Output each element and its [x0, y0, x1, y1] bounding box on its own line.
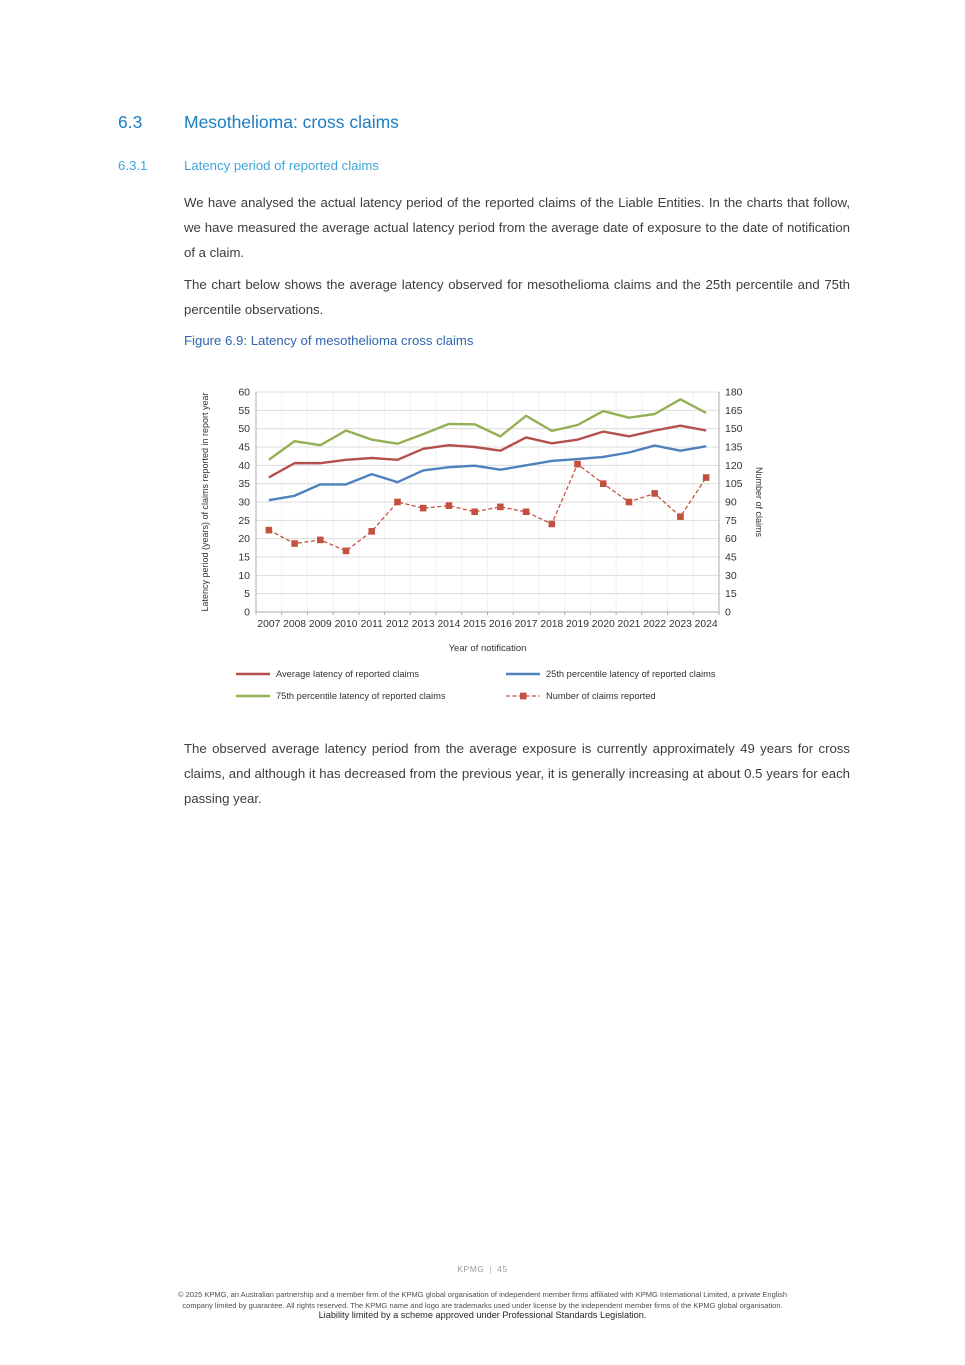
footer-page-number: 45 — [497, 1264, 508, 1274]
svg-text:35: 35 — [238, 478, 250, 491]
svg-text:2015: 2015 — [463, 619, 487, 630]
svg-text:165: 165 — [725, 404, 743, 417]
svg-text:2023: 2023 — [668, 619, 692, 630]
svg-text:55: 55 — [238, 404, 250, 417]
svg-text:2020: 2020 — [591, 619, 615, 630]
footer-pagination — [0, 1264, 965, 1274]
svg-text:135: 135 — [725, 441, 743, 454]
svg-text:30: 30 — [725, 569, 737, 582]
svg-text:2013: 2013 — [411, 619, 435, 630]
svg-text:15: 15 — [238, 551, 250, 564]
svg-text:120: 120 — [725, 459, 743, 472]
svg-text:2014: 2014 — [437, 619, 461, 630]
svg-text:2017: 2017 — [514, 619, 538, 630]
section-title: Mesothelioma: cross claims — [184, 112, 399, 132]
svg-text:2016: 2016 — [488, 619, 512, 630]
svg-text:Number of claims: Number of claims — [754, 466, 764, 538]
svg-text:90: 90 — [725, 496, 737, 509]
svg-text:25: 25 — [238, 514, 250, 527]
svg-text:5: 5 — [244, 588, 250, 601]
svg-text:Latency period (years) of clai: Latency period (years) of claims reported in report year — [200, 392, 210, 612]
copyright-line-2: company limited by guarantee. All rights reserved. The KPMG name and logo are trademarks used under license by the independent member firms of the KPMG global organisation. — [182, 1300, 783, 1310]
copyright-line-1: © 2025 KPMG, an Australian partnership and a member firm of the KPMG global organisation of independent member firms affiliated with KPMG International Limited, a private English — [177, 1290, 788, 1299]
svg-text:2024: 2024 — [694, 619, 718, 630]
footer-copyright — [60, 1290, 905, 1311]
svg-text:60: 60 — [725, 533, 737, 546]
chart-legend — [236, 669, 716, 701]
svg-text:0: 0 — [725, 606, 731, 619]
svg-text:45: 45 — [725, 551, 737, 564]
figure-caption: Figure 6.9: Latency of mesothelioma cross claims — [184, 333, 474, 348]
body-paragraph-2: The chart below shows the average latency observed for mesothelioma claims and the 25th percentile and 75th percentile observations. — [184, 277, 850, 317]
svg-text:10: 10 — [238, 569, 250, 582]
svg-text:2022: 2022 — [643, 619, 667, 630]
svg-text:60: 60 — [238, 386, 250, 399]
svg-text:2021: 2021 — [617, 619, 641, 630]
svg-text:30: 30 — [238, 496, 250, 509]
svg-text:25th percentile latency of rep: 25th percentile latency of reported claims — [546, 669, 716, 679]
svg-text:Year of notification: Year of notification — [448, 643, 527, 654]
chart-axis-titles — [200, 392, 764, 654]
footer-liability: Liability limited by a scheme approved under Professional Standards Legislation. — [318, 1310, 647, 1320]
svg-text:105: 105 — [725, 478, 743, 491]
latency-chart-svg — [198, 380, 765, 712]
svg-text:0: 0 — [244, 606, 250, 619]
svg-text:180: 180 — [725, 386, 743, 399]
footer-separator: | — [489, 1264, 493, 1274]
svg-text:2009: 2009 — [308, 619, 332, 630]
svg-text:20: 20 — [238, 533, 250, 546]
chart-gridlines — [256, 392, 719, 612]
svg-text:50: 50 — [238, 423, 250, 436]
subsection-title: Latency period of reported claims — [184, 158, 379, 173]
svg-text:2011: 2011 — [360, 619, 383, 630]
svg-text:2007: 2007 — [257, 619, 281, 630]
svg-text:2019: 2019 — [566, 619, 589, 630]
svg-text:75th percentile latency of rep: 75th percentile latency of reported claims — [276, 691, 446, 701]
svg-text:2018: 2018 — [540, 619, 564, 630]
footer-brand: KPMG — [457, 1264, 485, 1274]
subsection-number: 6.3.1 — [118, 158, 148, 173]
svg-text:Number of claims reported: Number of claims reported — [546, 691, 656, 701]
svg-text:2008: 2008 — [283, 619, 307, 630]
svg-text:40: 40 — [238, 459, 250, 472]
svg-text:2012: 2012 — [386, 619, 409, 630]
svg-text:75: 75 — [725, 514, 737, 527]
svg-text:150: 150 — [725, 423, 743, 436]
svg-text:45: 45 — [238, 441, 250, 454]
section-number: 6.3 — [118, 112, 143, 132]
latency-chart — [198, 380, 765, 712]
svg-text:15: 15 — [725, 588, 737, 601]
svg-text:2010: 2010 — [334, 619, 358, 630]
body-paragraph-1: We have analysed the actual latency period of the reported claims of the Liable Entities. In the charts that follow, we have measured the average actual latency period from the average date of exposure to the date of notification of a claim. — [184, 195, 850, 260]
svg-text:Average latency of reported cl: Average latency of reported claims — [276, 669, 419, 679]
body-paragraph-3: The observed average latency period from the average exposure is currently approximately 49 years for cross claims, and although it has decreased from the previous year, it is generally increasing at about 0.5 years for each passing year. — [184, 741, 850, 806]
